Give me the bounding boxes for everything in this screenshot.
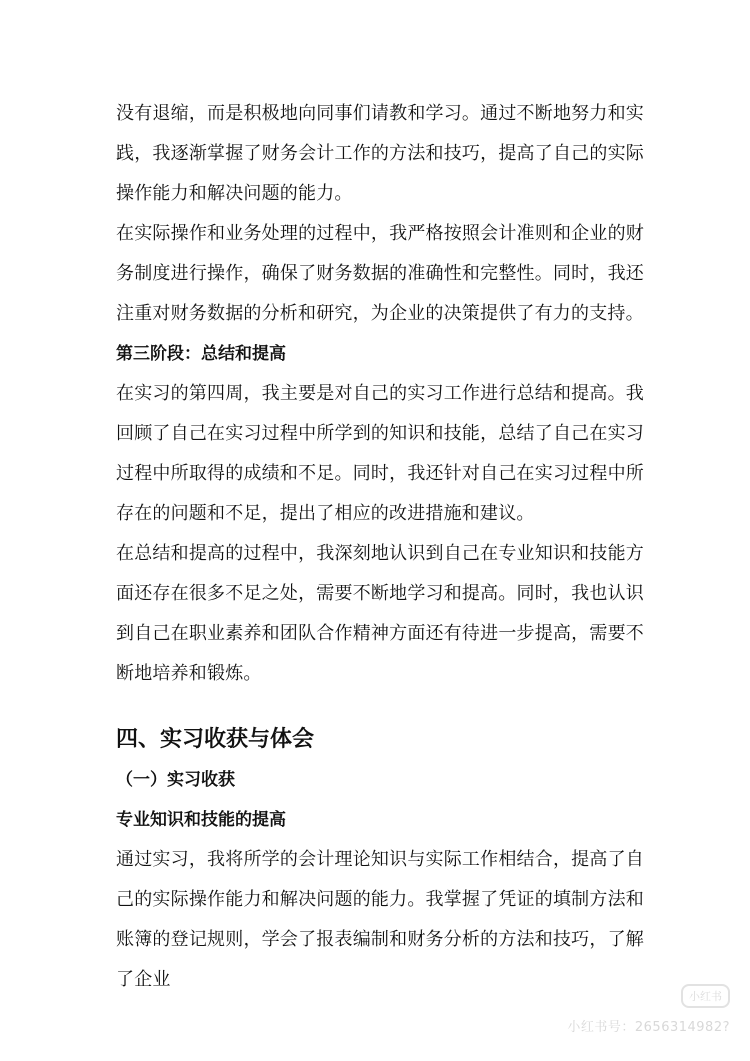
section4-title: 四、实习收获与体会 — [116, 727, 315, 752]
paragraph-1: 没有退缩，而是积极地向同事们请教和学习。通过不断地努力和实践，我逐渐掌握了财务会计工作的方法和技巧，提高了自己的实际操作能力和解决问题的能力。 — [116, 103, 644, 204]
paragraph-2: 在实际操作和业务处理的过程中，我严格按照会计准则和企业的财务制度进行操作，确保了财务数据的准确性和完整性。同时，我还注重对财务数据的分析和研究，为企业的决策提供了有力的支持。 — [116, 223, 644, 324]
section4-body — [116, 760, 644, 1000]
section4-paragraph: 通过实习，我将所学的会计理论知识与实际工作相结合，提高了自己的实际操作能力和解决问题的能力。我掌握了凭证的填制方法和账簿的登记规则，学会了报表编制和财务分析的方法和技巧，了解了企业 — [116, 849, 644, 990]
stage3-heading: 第三阶段：总结和提高 — [116, 344, 286, 364]
document-body — [116, 94, 644, 694]
watermark — [567, 984, 730, 1035]
watermark-id: 小红书号：2656314982? — [567, 1020, 730, 1035]
subheading: 专业知识和技能的提高 — [116, 810, 286, 830]
stage3-paragraph-2: 在总结和提高的过程中，我深刻地认识到自己在专业知识和技能方面还存在很多不足之处，需要不断地学习和提高。同时，我也认识到自己在职业素养和团队合作精神方面还有待进一步提高，需要不断地培养和锻炼。 — [116, 543, 644, 684]
subsection-title: （一）实习收获 — [116, 770, 235, 790]
stage3-paragraph-1: 在实习的第四周，我主要是对自己的实习工作进行总结和提高。我回顾了自己在实习过程中所学到的知识和技能，总结了自己在实习过程中所取得的成绩和不足。同时，我还针对自己在实习过程中所存在的问题和不足，提出了相应的改进措施和建议。 — [116, 383, 644, 524]
xiaohongshu-logo-icon: 小红书 — [681, 984, 730, 1008]
